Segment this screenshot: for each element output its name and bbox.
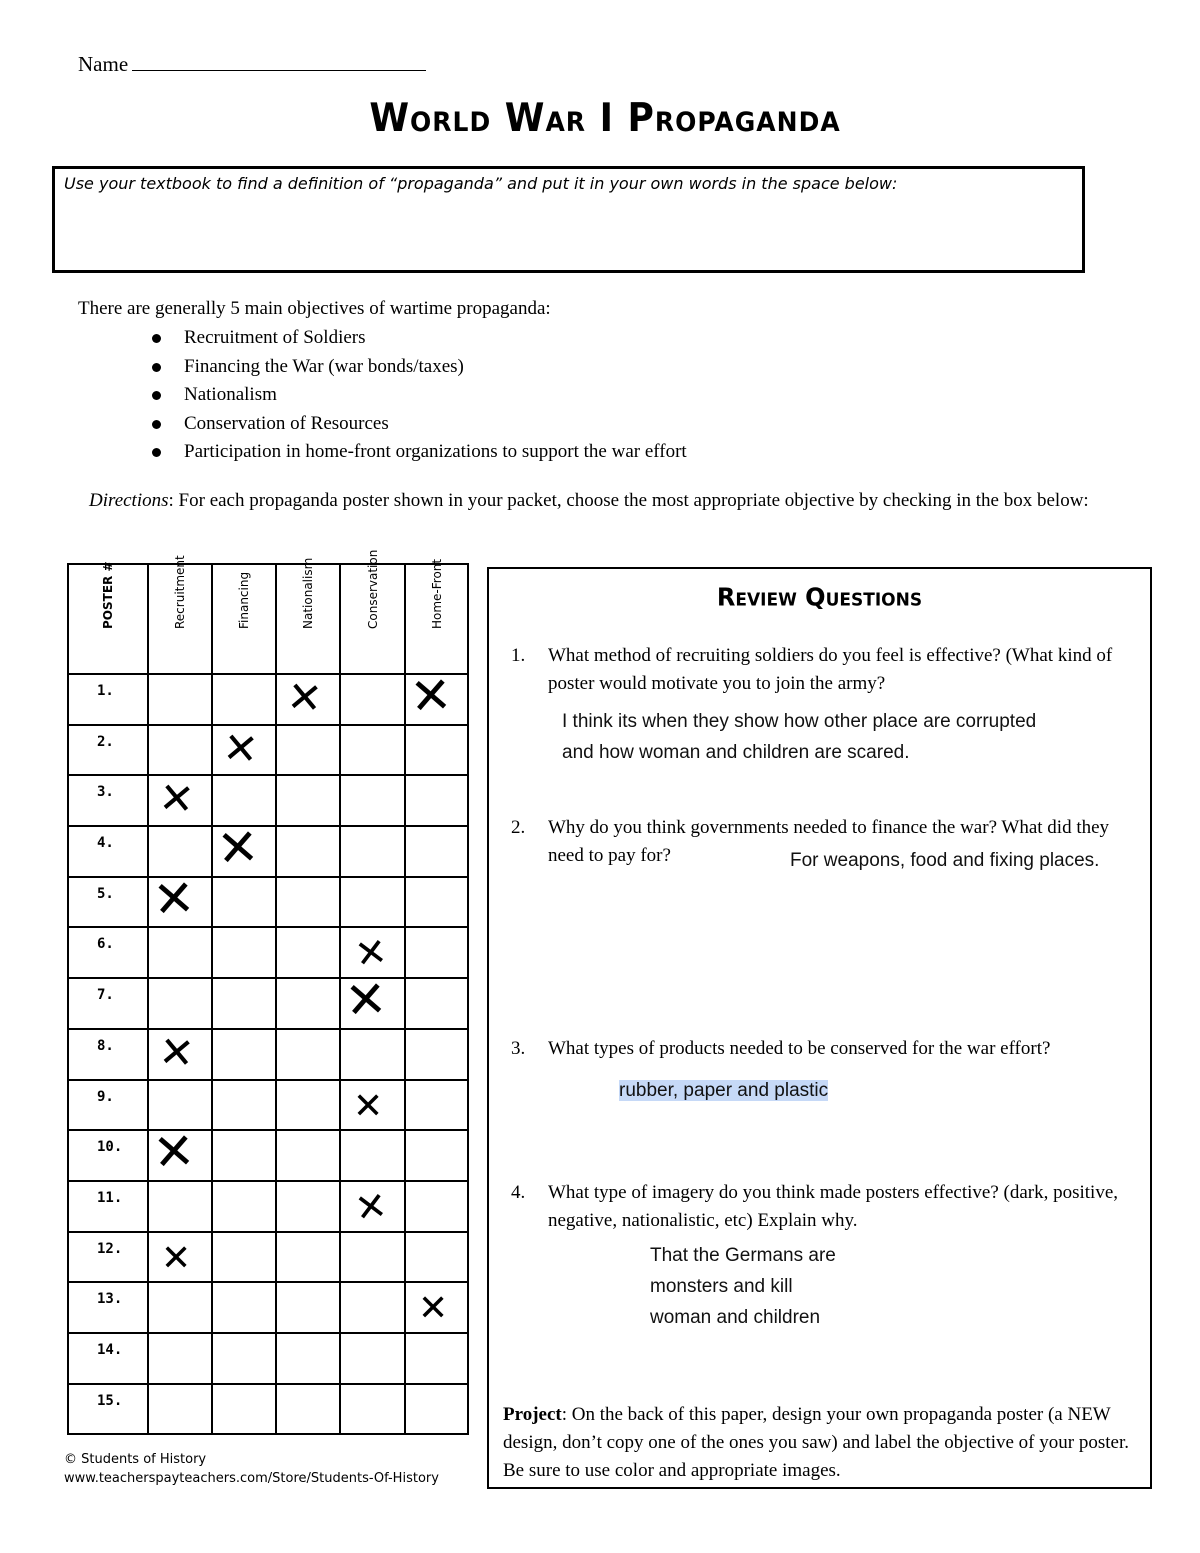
table-row — [68, 1080, 468, 1131]
checkbox-cell-home-front[interactable] — [405, 1029, 468, 1080]
checkbox-cell-home-front[interactable] — [405, 1080, 468, 1131]
checkbox-cell-nationalism[interactable] — [276, 1333, 340, 1384]
check-mark: ✕ — [343, 969, 389, 1031]
checkbox-cell-financing[interactable] — [212, 877, 276, 928]
check-mark: ✕ — [284, 671, 325, 724]
table-row — [68, 1029, 468, 1080]
definition-prompt: Use your textbook to find a definition of “propaganda” and put it in your own words in the space below: — [64, 174, 898, 193]
checkbox-cell-conservation[interactable] — [340, 877, 405, 928]
checkbox-cell-financing[interactable] — [212, 1181, 276, 1232]
definition-box[interactable] — [52, 166, 1085, 273]
check-mark: ✕ — [352, 929, 390, 978]
check-mark: ✕ — [353, 1085, 384, 1127]
checkbox-cell-financing[interactable] — [212, 1282, 276, 1333]
checkbox-cell-home-front[interactable] — [405, 927, 468, 978]
checkbox-cell-home-front[interactable] — [405, 978, 468, 1029]
checkbox-cell-conservation[interactable] — [340, 775, 405, 826]
checkbox-cell-conservation[interactable] — [340, 1029, 405, 1080]
checkbox-cell-recruitment[interactable] — [148, 1232, 212, 1283]
checkbox-cell-nationalism[interactable] — [276, 1181, 340, 1232]
checkbox-cell-recruitment[interactable] — [148, 978, 212, 1029]
table-row — [68, 1384, 468, 1435]
question-2: 2. Why do you think governments needed to finance the war? What did they need to pay for? — [511, 817, 1110, 866]
project-label: Project — [503, 1404, 562, 1425]
check-mark: ✕ — [156, 772, 197, 825]
header-recruitment: Recruitment — [148, 564, 212, 674]
checkbox-cell-conservation[interactable] — [340, 1130, 405, 1181]
checkbox-cell-home-front[interactable] — [405, 1333, 468, 1384]
checkbox-cell-home-front[interactable] — [405, 1130, 468, 1181]
poster-number-cell: 5. — [68, 877, 148, 928]
checkbox-cell-recruitment[interactable] — [148, 772, 212, 826]
checkbox-cell-conservation[interactable] — [340, 969, 405, 1031]
checkbox-cell-home-front[interactable] — [405, 877, 468, 928]
copyright-credit — [64, 1450, 439, 1488]
checkbox-cell-nationalism[interactable] — [276, 927, 340, 978]
checkbox-cell-nationalism[interactable] — [276, 1130, 340, 1181]
objective-item: Nationalism — [152, 383, 687, 412]
check-mark: ✕ — [418, 1288, 449, 1330]
table-row — [68, 877, 468, 928]
checkbox-cell-conservation[interactable] — [340, 1282, 405, 1333]
checkbox-cell-nationalism[interactable] — [276, 1232, 340, 1283]
credit-line: © Students of History — [64, 1452, 207, 1467]
question-4: 4. What type of imagery do you think made posters effective? (dark, positive, negative, nationalistic, etc) Explain why. — [511, 1182, 1118, 1231]
header-home-front: Home-Front — [405, 564, 468, 674]
directions-label: Directions — [89, 490, 169, 511]
check-mark: ✕ — [220, 722, 261, 775]
checkbox-cell-nationalism[interactable] — [276, 826, 340, 877]
checkbox-cell-conservation[interactable] — [340, 674, 405, 725]
check-mark: ✕ — [151, 868, 197, 930]
checkbox-cell-recruitment[interactable] — [148, 1333, 212, 1384]
check-mark: ✕ — [408, 665, 454, 727]
poster-number-cell: 4. — [68, 826, 148, 877]
checkbox-cell-home-front[interactable] — [405, 725, 468, 776]
poster-number-cell: 9. — [68, 1080, 148, 1131]
checkbox-cell-recruitment[interactable] — [148, 1181, 212, 1232]
check-mark: ✕ — [151, 1121, 197, 1183]
checkbox-cell-home-front[interactable] — [405, 1181, 468, 1232]
checkbox-cell-home-front[interactable] — [405, 1384, 468, 1435]
project-text: : On the back of this paper, design your own propaganda poster (a NEW design, don’t copy one of the ones you saw) and label the objective of your poster. Be sure to use color and appropriate images. — [503, 1404, 1129, 1481]
checkbox-cell-financing[interactable] — [212, 817, 276, 879]
checkbox-cell-recruitment[interactable] — [148, 1026, 212, 1080]
poster-objective-table — [67, 549, 469, 1435]
answer-3[interactable]: rubber, paper and plastic — [619, 1080, 829, 1101]
checkbox-cell-nationalism[interactable] — [276, 1282, 340, 1333]
table-row — [68, 1282, 468, 1333]
header-nationalism: Nationalism — [276, 564, 340, 674]
checkbox-cell-financing[interactable] — [212, 1029, 276, 1080]
review-questions-box — [487, 567, 1152, 1489]
checkbox-cell-conservation[interactable] — [340, 1384, 405, 1435]
checkbox-cell-home-front[interactable] — [405, 775, 468, 826]
checkbox-cell-nationalism[interactable] — [276, 978, 340, 1029]
answer-4[interactable]: That the Germans are monsters and kill woman and children — [650, 1245, 836, 1328]
checkbox-cell-financing[interactable] — [212, 1384, 276, 1435]
table-row — [68, 1130, 468, 1181]
page-title: World War I Propaganda — [369, 96, 841, 141]
checkbox-cell-financing[interactable] — [212, 674, 276, 725]
table-row — [68, 1181, 468, 1232]
checkbox-cell-nationalism[interactable] — [276, 725, 340, 776]
checkbox-cell-conservation[interactable] — [340, 826, 405, 877]
answer-2[interactable]: For weapons, food and fixing places. — [790, 850, 1100, 871]
question-1: 1. What method of recruiting soldiers do you feel is effective? (What kind of poster would motivate you to join the army? — [511, 645, 1113, 694]
poster-number-cell: 11. — [68, 1181, 148, 1232]
check-mark: ✕ — [215, 817, 261, 879]
checkbox-cell-nationalism[interactable] — [276, 775, 340, 826]
question-3: 3. What types of products needed to be conserved for the war effort? — [511, 1038, 1051, 1059]
poster-number-cell: 7. — [68, 978, 148, 1029]
directions — [89, 488, 1149, 514]
review-title: Review Questions — [716, 582, 923, 612]
directions-text: : For each propaganda poster shown in your packet, choose the most appropriate objective by checking in the box below: — [168, 490, 1089, 511]
checkbox-cell-financing[interactable] — [212, 1080, 276, 1131]
check-mark: ✕ — [161, 1237, 192, 1279]
table-row — [68, 927, 468, 978]
objective-item: Participation in home-front organizations to support the war effort — [152, 440, 687, 469]
poster-number-cell: 2. — [68, 725, 148, 776]
checkbox-cell-nationalism[interactable] — [276, 1029, 340, 1080]
checkbox-cell-nationalism[interactable] — [276, 1384, 340, 1435]
objectives-intro: There are generally 5 main objectives of wartime propaganda: — [78, 298, 551, 319]
header-financing: Financing — [212, 564, 276, 674]
checkbox-cell-financing[interactable] — [212, 1232, 276, 1283]
objective-item: Conservation of Resources — [152, 412, 687, 441]
objective-item: Financing the War (war bonds/taxes) — [152, 355, 687, 384]
checkbox-cell-recruitment[interactable] — [148, 1121, 212, 1183]
checkbox-cell-home-front[interactable] — [405, 665, 468, 727]
header-conservation: Conservation — [340, 564, 405, 674]
checkbox-cell-financing[interactable] — [212, 978, 276, 1029]
name-label: Name — [78, 52, 129, 76]
poster-number-cell: 3. — [68, 775, 148, 826]
check-mark: ✕ — [156, 1026, 197, 1079]
checkbox-cell-conservation[interactable] — [340, 1232, 405, 1283]
checkbox-cell-recruitment[interactable] — [148, 1282, 212, 1333]
checkbox-cell-conservation[interactable] — [340, 1080, 405, 1131]
table-row — [68, 725, 468, 776]
table-row — [68, 674, 468, 725]
checkbox-cell-financing[interactable] — [212, 722, 276, 776]
answer-1[interactable]: I think its when they show how other place are corrupted and how woman and children are scared. — [562, 711, 1037, 763]
name-blank-line[interactable] — [132, 52, 426, 71]
project-instructions — [503, 1401, 1143, 1485]
table-row — [68, 775, 468, 826]
table-row — [68, 1333, 468, 1384]
poster-number-cell: 8. — [68, 1029, 148, 1080]
checkbox-cell-recruitment[interactable] — [148, 725, 212, 776]
checkbox-cell-nationalism[interactable] — [276, 877, 340, 928]
credit-url[interactable]: www.teacherspayteachers.com/Store/Students-Of-History — [64, 1471, 439, 1486]
header-poster-number: POSTER # — [68, 564, 148, 674]
check-mark: ✕ — [352, 1182, 390, 1231]
poster-number-cell: 6. — [68, 927, 148, 978]
checkbox-cell-recruitment[interactable] — [148, 868, 212, 930]
checkbox-cell-conservation[interactable] — [340, 725, 405, 776]
checkbox-cell-recruitment[interactable] — [148, 674, 212, 725]
name-field[interactable] — [78, 52, 426, 77]
table-row — [68, 978, 468, 1029]
checkbox-cell-recruitment[interactable] — [148, 927, 212, 978]
checkbox-cell-recruitment[interactable] — [148, 1384, 212, 1435]
checkbox-cell-financing[interactable] — [212, 1130, 276, 1181]
table-row — [68, 1232, 468, 1283]
checkbox-cell-conservation[interactable] — [340, 1181, 405, 1232]
table-header-row — [68, 564, 468, 674]
checkbox-cell-home-front[interactable] — [405, 826, 468, 877]
checkbox-cell-home-front[interactable] — [405, 1282, 468, 1333]
checkbox-cell-financing[interactable] — [212, 927, 276, 978]
objective-item: Recruitment of Soldiers — [152, 326, 687, 355]
poster-number-cell: 1. — [68, 674, 148, 725]
poster-number-cell: 15. — [68, 1384, 148, 1435]
checkbox-cell-nationalism[interactable] — [276, 1080, 340, 1131]
poster-number-cell: 14. — [68, 1333, 148, 1384]
checkbox-cell-conservation[interactable] — [340, 1333, 405, 1384]
checkbox-cell-nationalism[interactable] — [276, 671, 340, 725]
checkbox-cell-home-front[interactable] — [405, 1232, 468, 1283]
poster-number-cell: 12. — [68, 1232, 148, 1283]
checkbox-cell-financing[interactable] — [212, 1333, 276, 1384]
objectives-list — [152, 326, 687, 469]
table-row — [68, 826, 468, 877]
poster-number-cell: 10. — [68, 1130, 148, 1181]
poster-number-cell: 13. — [68, 1282, 148, 1333]
